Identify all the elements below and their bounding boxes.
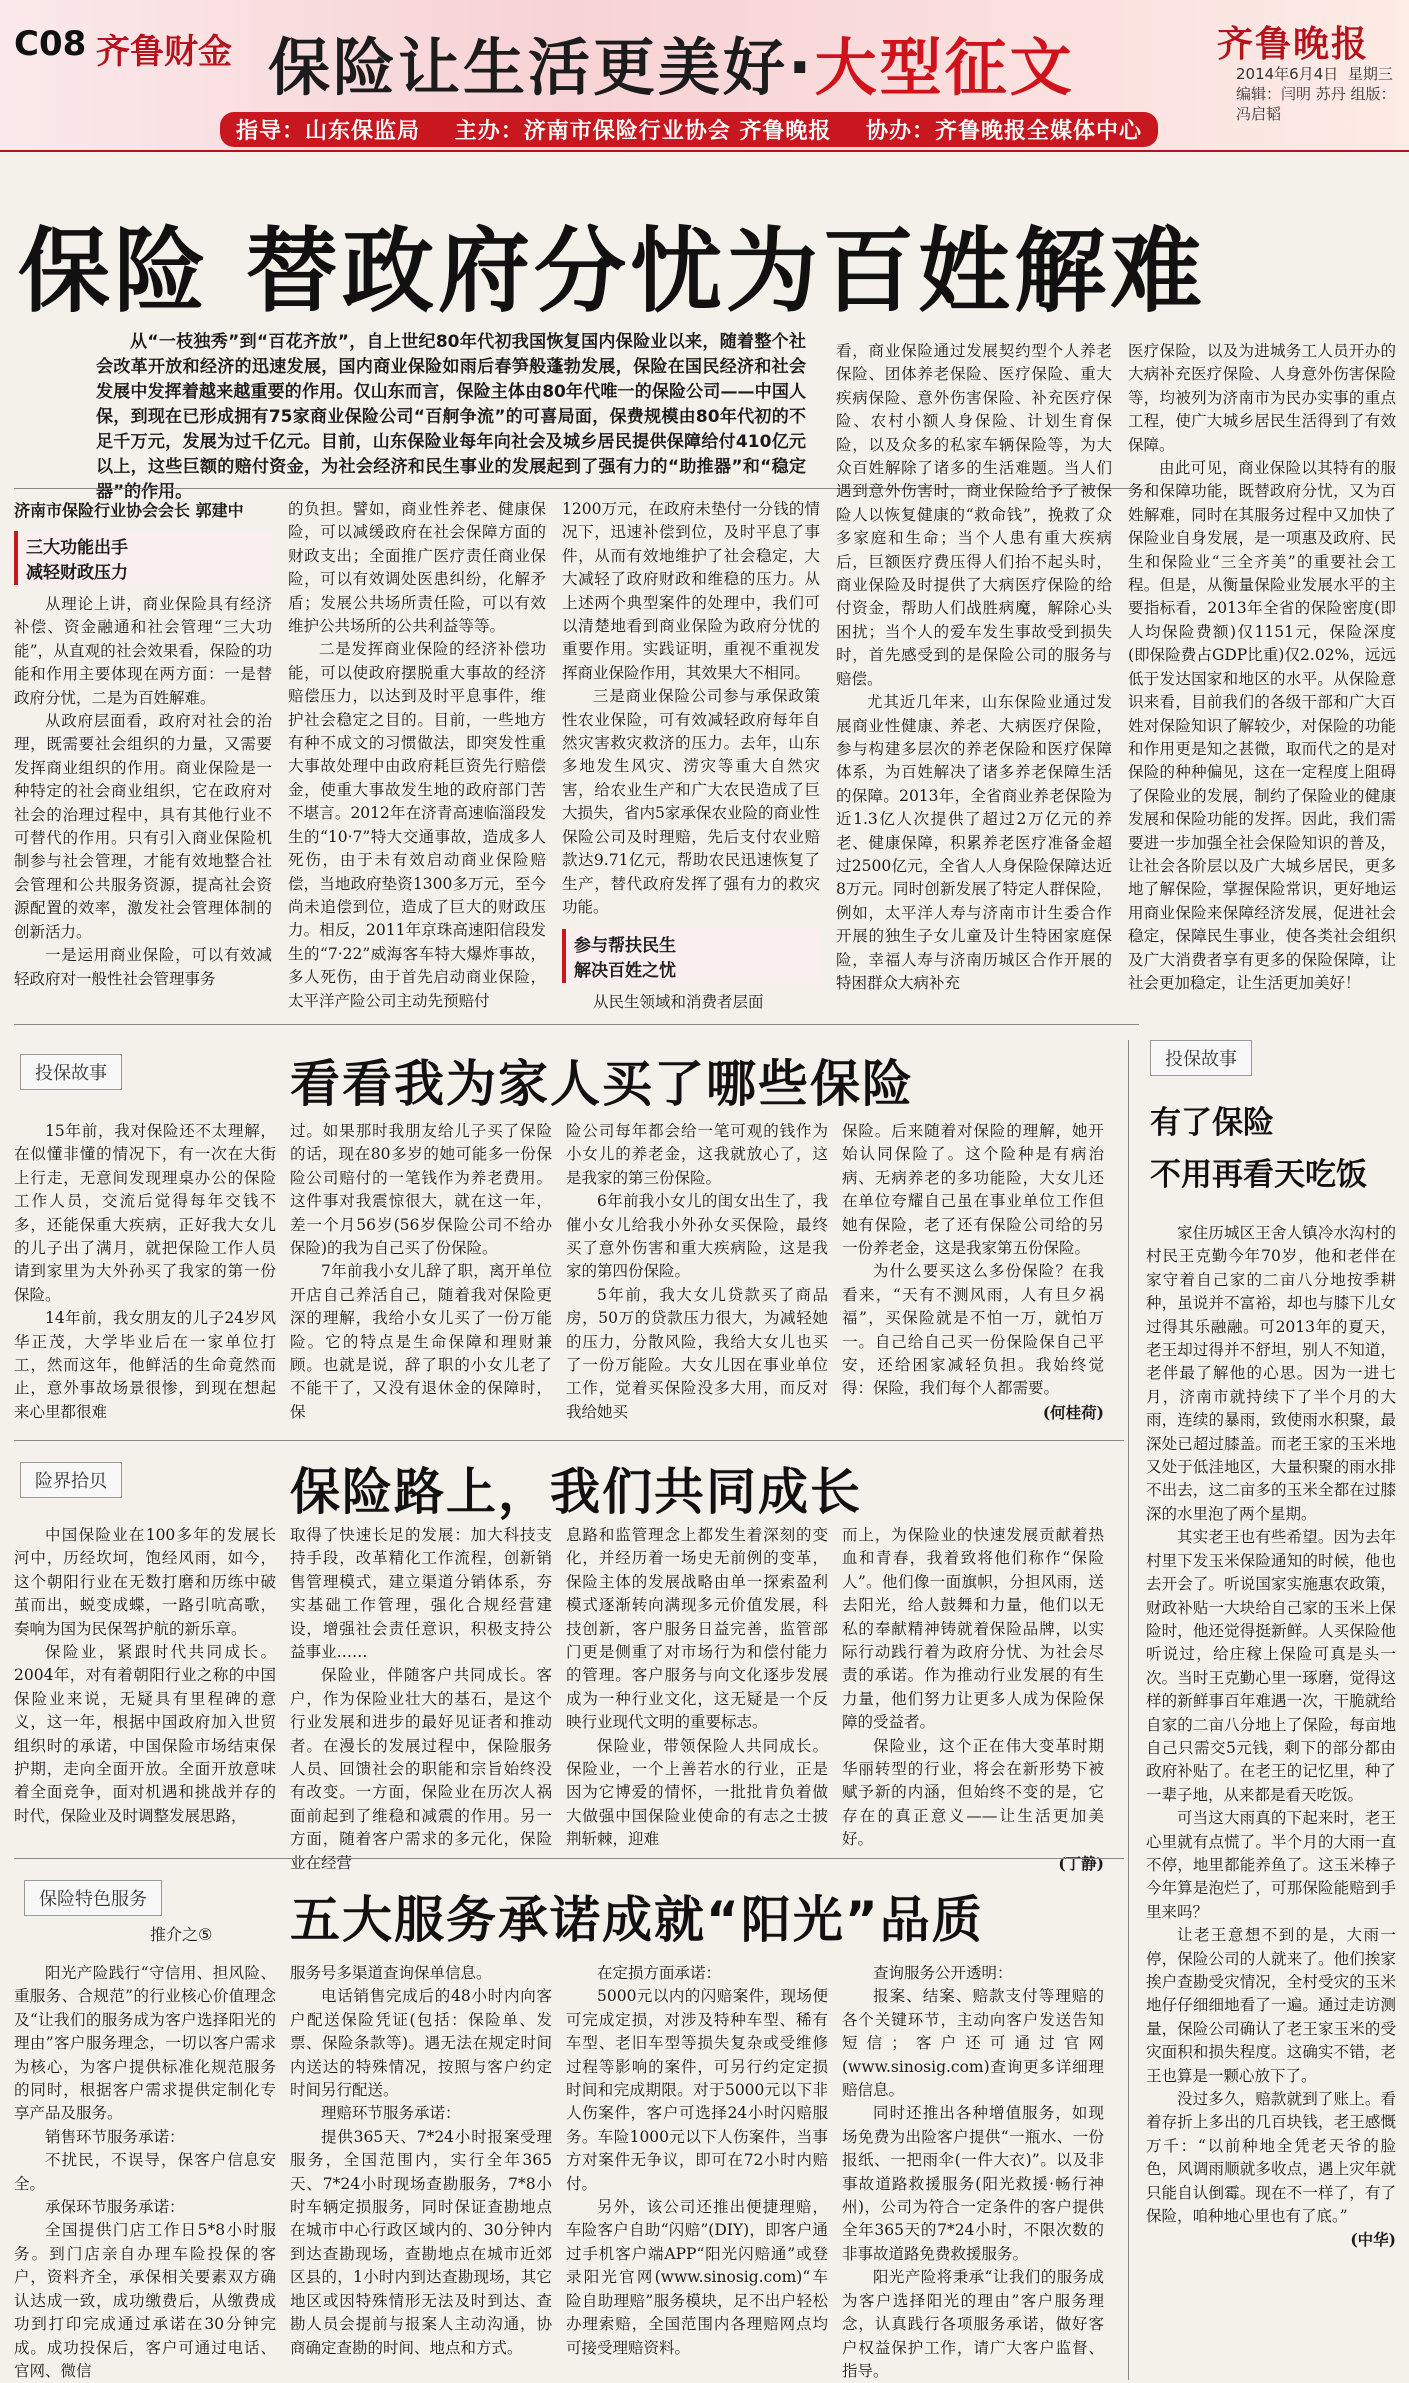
lead-paragraph: 从“一枝独秀”到“百花齐放”，自上世纪80年代初我国恢复国内保险业以来，随着整个社会改革开放和经济的迅速发展，国内商业保险如雨后春笋般蓬勃发展，保险在国民经济和社会发展中发挥着越来越重要的作用。仅山东而言，保险主体由80年代唯一的保险公司——中国人保，到现在已形成拥有75家商业保险公司“百舸争流”的可喜局面，保费规模由80年代初的不足千万元，发展为过千亿元。目前，山东保险业每年向社会及城乡居民提供保障给付410亿元以上，这些巨额的赔付资金，为社会经济和民生事业的发展起到了强有力的“助推器”和“稳定器”的作用。 <box>96 332 806 502</box>
paragraph: 让老王意想不到的是，大雨一停，保险公司的人就来了。他们挨家挨户查勘受灾情况，全村受灾的玉米地仔仔细细地看了一遍。通过走访测量，保险公司确认了老王家玉米的受灾面积和损失程度。这确实不错，老王也算是一颗心放下了。 <box>1146 1926 1396 2085</box>
paragraph: 而上，为保险业的快速发展贡献着热血和青春，我着致将他们称作“保险人”。他们像一面旗帜，分担风雨，送去阳光，给人鼓舞和力量，他们以无私的奉献精神铸就着保险品牌，以实际行动践行着为政府分忧、为社会尽责的承诺。作为推动行业发展的有生力量，他们努力让更多人成为保险保障的受益者。 <box>842 1526 1104 1732</box>
paragraph: 保险。后来随着对保险的理解，她开始认同保险了。这个险种是有病治病、无病养老的多功能险，大女儿还在单位夸耀自己虽在事业单位工作但她有保险，老了还有保险公司给的另一份养老金，这是我家第五份保险。 <box>842 1122 1104 1258</box>
paragraph: 不扰民，不误导，保客户信息安全。 <box>14 2151 276 2193</box>
paragraph: 1200万元，在政府未垫付一分钱的情况下，迅速补偿到位，及时平息了事件，从而有效地维护了社会稳定，大大减轻了政府财政和维稳的压力。从上述两个典型案件的处理中，我们可以清楚地看到商业保险为政府分忧的重要作用。实践证明，重视不重视发挥商业保险作用，其效果大不相同。 <box>562 500 820 682</box>
series-note: 推介之⑤ <box>150 1925 213 1944</box>
divider <box>14 1024 1139 1025</box>
main-column-4 <box>836 340 1112 1008</box>
sponsor-credits <box>220 112 1158 147</box>
story3-column-3 <box>566 1962 828 2376</box>
paragraph: 的负担。譬如，商业性养老、健康保险，可以减缓政府在社会保障方面的财政支出；全面推广医疗责任商业保险，可以有效调处医患纠纷，化解矛盾；发展公共场所责任险，可以有效维护公共场所的公共利益等等。 <box>288 500 546 636</box>
main-column-2 <box>288 498 546 1008</box>
paragraph: 可当这大雨真的下起来时，老王心里就有点慌了。半个月的大雨一直不停，地里都能养鱼了。这玉米棒子今年算是泡烂了，可那保险能赔到手里来吗？ <box>1146 1809 1396 1921</box>
credit-co-host: 协办：齐鲁晚报全媒体中心 <box>866 119 1143 144</box>
paragraph: 理赔环节服务承诺： <box>321 2104 461 2123</box>
story2-column-2 <box>290 1524 552 1872</box>
paragraph: 医疗保险，以及为进城务工人员开办的大病补充医疗保险、人身意外伤害保险等，均被列为济南市为民办实事的重点工程，使广大城乡居民生活得到了有效保障。 <box>1128 342 1396 454</box>
subhead-functions <box>14 531 272 585</box>
paragraph: 15年前，我对保险还不太理解，在似懂非懂的情况下，有一次在大街上行走，无意间发现理桌办公的保险工作人员，交流后觉得每年交钱不多，还能保重大疾病，正好我大女儿的儿子出了满月，就把保险工作人员请到家里为大外孙买了我家的第一份保险。 <box>14 1122 276 1304</box>
paragraph: 销售环节服务承诺： <box>45 2127 185 2146</box>
issue-weekday: 星期三 <box>1347 65 1393 83</box>
subhead-line: 三大功能出手 <box>26 538 128 558</box>
paragraph: 险公司每年都会给一笔可观的钱作为小女儿的养老金，这我就放心了，这是我家的第三份保险。 <box>566 1122 828 1187</box>
column-tag: 投保故事 <box>1150 1040 1252 1076</box>
page-code: C08 <box>14 24 87 64</box>
author-signature: (何桂荷) <box>1042 1402 1104 1422</box>
story1-column-3 <box>566 1120 828 1482</box>
paragraph: 5000元以内的闪赔案件，现场便可完成定损，对涉及特种车型、稀有车型、老旧车型等损失复杂或受维修过程等影响的案件，可另行约定定损时间和完成期限。对于5000元以下非人伤案件，客户可选择24小时闪赔服务。车险1000元以下人伤案件，当事方对案件无争议，即可在72小时内赔付。 <box>566 1987 828 2193</box>
paragraph: 保险业，紧跟时代共同成长。2004年，对有着朝阳行业之称的中国保险业来说，无疑具有里程碑的意义，这一年，根据中国政府加入世贸组织时的承诺，中国保险市场结束保护期，走向全面开放。全面开放意味着全面竞争，面对机遇和挑战并存的时代，保险业及时调整发展思路， <box>14 1643 276 1825</box>
main-column-1 <box>14 498 272 1008</box>
section-headline: 保险路上，我们共同成长 <box>290 1463 862 1521</box>
credit-host: 主办：济南市保险行业协会 齐鲁晚报 <box>454 119 832 144</box>
issue-date: 2014年6月4日 <box>1236 65 1339 83</box>
banner-dot: · <box>788 31 815 104</box>
subhead-line: 解决百姓之忧 <box>574 961 676 982</box>
dateline <box>1236 64 1409 124</box>
paragraph: 取得了快速长足的发展：加大科技支持手段，改革精化工作流程，创新销售管理模式，建立渠道分销体系，夯实基础工作管理，强化合规经营建设，增强社会责任意识，积极支持公益事业…… <box>290 1526 552 1662</box>
story2-column-1 <box>14 1524 276 1852</box>
editors-line: 编辑：闫明 苏丹 组版：冯启韬 <box>1236 85 1396 123</box>
subhead-line: 参与帮扶民生 <box>574 936 676 957</box>
paragraph: 过。如果那时我朋友给儿子买了保险的话，现在80多岁的她可能多一份保险公司赔付的一笔钱作为养老费用。这件事对我震惊很大，就在这一年，差一个月56岁(56岁保险公司不给办保险)的我为自己买了份保险。 <box>290 1122 552 1258</box>
section-headline: 五大服务承诺成就“阳光”品质 <box>290 1891 984 1949</box>
main-column-5 <box>1128 340 1396 1008</box>
paragraph: 为什么要买这么多份保险？在我看来，“天有不测风雨，人有旦夕祸福”，买保险就是不怕一万，就怕万一。自己给自己买一份保险保自己平安，还给困家减轻负担。我始终觉得：保险，我们每个人都需要。 <box>842 1262 1104 1398</box>
paragraph: 5年前，我大女儿贷款买了商品房，50万的贷款压力很大，为减轻她的压力，分散风险，我给大女儿也买了一份万能险。大女儿因在事业单位工作，觉着买保险没多大用，而反对我给她买 <box>566 1285 828 1421</box>
column-tag: 投保故事 <box>20 1054 122 1090</box>
paragraph: 由此可见，商业保险以其特有的服务和保障功能，既替政府分忧，又为百姓解难，同时在其服务过程中又加快了保险业自身发展，是一项惠及政府、民生和保险业“三全齐美”的重要社会工程。但是，从衡量保险业发展水平的主要指标看，2013年全省的保险密度(即人均保险费额)仅1151元，保险深度(即保险费占GDP比重)仅2.02%，远远低于发达国家和地区的水平。从保险意识来看，目前我们的各级干部和广大百姓对保险知识了解较少，对保险的功能和作用更是知之甚微，取而代之的是对保险的种种偏见，这在一定程度上阻碍了保险业的发展，制约了保险业的健康发展和保险功能的发挥。因此，我们需要进一步加强全社会保险知识的普及，让社会各阶层以及广大城乡居民，更多地了解保险，掌握保险常识，更好地运用商业保险来保障经济发展，促进社会稳定，保障民生事业，使各类社会组织及广大消费者享有更多的保险保障，让社会更加稳定，让生活更加美好！ <box>1128 459 1396 992</box>
paragraph: 服务号多渠道查询保单信息。 <box>290 1964 492 1982</box>
paragraph: 二是发挥商业保险的经济补偿功能，可以使政府摆脱重大事故的经济赔偿压力，以达到及时平息事件，维护社会稳定之目的。目前，一些地方有种不成文的习惯做法，即突发性重大事故处理中由政府耗巨资先行赔偿金，使重大事故发生地的政府部门苦不堪言。2012年在济青高速临淄段发生的“10·7”特大交通事故，造成多人死伤，由于未有效启动商业保险赔偿，当地政府垫资1300多万元，至今尚未追偿到位，造成了巨大的财政压力。相反，2011年京珠高速阳信段发生的“7·22”威海客车特大爆炸事故，多人死伤，由于首先启动商业保险，太平洋产险公司主动先预赔付 <box>288 640 546 1010</box>
paragraph: 保险业，带领保险人共同成长。保险业，一个上善若水的行业，正是因为它博爱的情怀，一批批肯负着做大做强中国保险业使命的有志之士披荆斩棘，迎难 <box>566 1736 828 1849</box>
paragraph: 提供365天、7*24小时报案受理服务，全国范围内，实行全年365天、7*24小时现场查勘服务，7*8小时车辆定损服务，同时保证查勘地点在城市中心行政区域内的、30分钟内到达查勘现场，查勘地点在城市近郊区县的，1小时内到达查勘现场，其它地区或因特殊情形无法及时到达、查勘人员会提前与报案人主动沟通，协商确定查勘的时间、地点和方式。 <box>290 2127 552 2357</box>
subhead-line: 减轻财政压力 <box>26 563 128 583</box>
story2-column-3 <box>566 1524 828 1852</box>
paragraph: 家住历城区王舍人镇冷水沟村的村民王克勤今年70岁，他和老伴在家守着自己家的二亩八分地按季耕种，虽说并不富裕，却也与膝下儿女过得其乐融融。可2013年的夏天，老王却过得并不舒坦，别人不知道，老伴最了解他的心思。因为一进七月，济南市就持续下了半个月的大雨，连续的暴雨，致使雨水积聚，最深处已超过膝盖。而老王家的玉米地又处于低洼地区，大量积聚的雨水排不出去，这二亩多的玉米全都在过膝深的水里泡了两个星期。 <box>1146 1224 1396 1523</box>
paragraph: 从理论上讲，商业保险具有经济补偿、资金融通和社会管理“三大功能”，从直观的社会效果看，保险的功能和作用主要体现在两方面：一是替政府分忧，二是为百姓解难。 <box>14 595 272 707</box>
masthead <box>0 0 1409 152</box>
paragraph: 看，商业保险通过发展契约型个人养老保险、团体养老保险、医疗保险、重大疾病保险、意外伤害保险、补充医疗保险、农村小额人身保险、计划生育保险，以及众多的私家车辆保险等，为大众百姓解除了诸多的生活难题。当人们遇到意外伤害时，商业保险给予了被保险人以恢复健康的“救命钱”，挽救了众多家庭和生命；当个人患有重大疾病后，巨额医疗费压得人们抬不起头时，商业保险及时提供了大病医疗保险的给付资金，帮助人们战胜病魔，解除心头困扰；当个人的爱车发生事故受到损失时，首先感受到的是保险公司的服务与赔偿。 <box>836 342 1112 688</box>
paragraph: 7年前我小女儿辞了职，离开单位开店自己养活自己，随着我对保险更深的理解，我给小女儿买了一份万能险。它的特点是生命保障和理财兼顾。也就是说，辞了职的小女儿老了不能干了，又没有退休金的保障时，保 <box>290 1262 552 1421</box>
divider <box>14 1440 1124 1441</box>
paragraph: 电话销售完成后的48小时内向客户配送保险凭证(包括：保险单、发票、保险条款等)。遇无法在规定时间内送达的特殊情况，按照与客户约定时间另行配送。 <box>290 1987 552 2100</box>
story1-column-4 <box>842 1120 1104 1482</box>
paragraph: 从民生领域和消费者层面 <box>593 993 764 1012</box>
paragraph: 在定损方面承诺： <box>597 1964 722 1982</box>
author-signature: (丁静) <box>1058 1853 1104 1873</box>
author-byline: 济南市保险行业协会会长 郭建中 <box>14 501 244 520</box>
paragraph: 6年前我小女儿的闺女出生了，我催小女儿给我小外孙女买保险，最终买了意外伤害和重大疾病险，这是我家的第四份保险。 <box>566 1192 828 1281</box>
paragraph: 没过多久，赔款就到了账上。看着存折上多出的几百块钱，老王感慨万千：“以前种地全凭老天爷的脸色，风调雨顺就多收点，遇上灾年就只能自认倒霉。现在不一样了，有了保险，咱种地心里也有了底。” <box>1146 2090 1396 2226</box>
divider <box>14 1858 1124 1859</box>
banner-main: 保险让生活更美好 <box>268 31 789 104</box>
story3-column-2 <box>290 1962 552 2376</box>
paragraph: 承保环节服务承诺： <box>45 2198 185 2217</box>
credit-guide: 指导：山东保监局 <box>236 119 421 144</box>
story3-column-1 <box>14 1962 276 2380</box>
paragraph: 报案、结案、赔款支付等理赔的各个关键环节，主动向客户发送告知短信；客户还可通过官网(www.sinosig.com)查询更多详细理赔信息。 <box>842 1987 1104 2100</box>
story2-column-4 <box>842 1524 1104 1873</box>
paragraph: 保险业，伴随客户共同成长。客户，作为保险业壮大的基石，是这个行业发展和进步的最好见证者和推动者。在漫长的发展过程中，保险服务人员、回馈社会的职能和宗旨始终没有改变。一方面，保险业在历次人祸面前起到了维稳和减震的作用。另一方面，随着客户需求的多元化，保险业在经营 <box>290 1666 552 1872</box>
story1-column-1 <box>14 1120 276 1482</box>
paragraph: 三是商业保险公司参与承保政策性农业保险，可有效减轻政府每年自然灾害救灾救济的压力。去年，山东多地发生风灾、涝灾等重大自然灾害，给农业生产和广大农民造成了巨大损失，省内5家承保农业险的商业性保险公司及时理赔，先后支付农业赔款达9.71亿元，帮助农民迅速恢复了生产，替代政府发挥了强有力的救灾功能。 <box>562 687 820 916</box>
sidebar-headline-2: 不用再看天吃饭 <box>1150 1157 1367 1193</box>
paragraph: 息路和监管理念上都发生着深刻的变化，并经历着一场史无前例的变革，保险主体的发展战略由单一探索盈利模式逐渐转向满现多元价值发展，科技创新，客户服务日益完善，监管部门更是侧重了对市场行为和偿付能力的管理。客户服务与向文化逐步发展成为一种行业文化，这无疑是一个反映行业现代文明的重要标志。 <box>566 1526 828 1732</box>
campaign-banner <box>268 18 1075 107</box>
page-headline: 保险 替政府分忧为百姓解难 <box>18 218 1207 325</box>
paragraph: 阳光产险将秉承“让我们的服务成为客户选择阳光的理由”客户服务理念，认真践行各项服务承诺，做好客户权益保护工作，请广大客户监督、指导。 <box>842 2268 1104 2380</box>
paragraph: 其实老王也有些希望。因为去年村里下发玉米保险通知的时候，他也去开会了。听说国家实施惠农政策，财政补贴一大块给自己家的玉米上保险时，他还觉得挺新鲜。人买保险他听说过，给庄稼上保险可真是头一次。当时王克勤心里一琢磨，觉得这样的新鲜事百年难遇一次，干脆就给自家的二亩八分地上了保险，每亩地自己只需交5元钱，剩下的部分都由政府补贴了。在老王的记忆里，种了一辈子地，从来都是看天吃饭。 <box>1146 1528 1396 1804</box>
paragraph: 保险业，这个正在伟大变革时期华丽转型的行业，将会在新形势下被赋予新的内涵，但始终不变的是，它存在的真正意义——让生活更加美好。 <box>842 1736 1104 1849</box>
paragraph: 查询服务公开透明： <box>873 1964 1013 1982</box>
paragraph: 14年前，我女朋友的儿子24岁风华正茂，大学毕业后在一家单位打工，然而这年，他鲜活的生命竟然而止，意外事故场景很惨，到现在想起来心里都很难 <box>14 1309 276 1421</box>
author-signature: (中华) <box>1350 2230 1396 2250</box>
paragraph: 中国保险业在100多年的发展长河中，历经坎坷，饱经风雨，如今，这个朝阳行业在无数打磨和历练中破茧而出，蜕变成蝶，一路引吭高歌，奏响为国为民保驾护航的新乐章。 <box>14 1526 276 1638</box>
sidebar-column <box>1146 1222 1396 2372</box>
paragraph: 从政府层面看，政府对社会的治理，既需要社会组织的力量，又需要发挥商业组织的作用。商业保险是一种特定的社会商业组织，它在政府对社会的治理过程中，具有其他行业不可替代的作用。只有引入商业保险机制参与社会管理，才能有效地整合社会管理和公共服务资源，提高社会资源配置的效率，激发社会管理体制的创新活力。 <box>14 712 272 941</box>
paragraph: 同时还推出各种增值服务，如现场免费为出险客户提供“一瓶水、一份报纸、一把雨伞(一件大衣)”。以及非事故道路救援服务(阳光救援·畅行神州)，公司为符合一定条件的客户提供全年365天的7*24小时，不限次数的非事故道路免费救援服务。 <box>842 2104 1104 2263</box>
paragraph: 尤其近几年来，山东保险业通过发展商业性健康、养老、大病医疗保险，参与构建多层次的养老保险和医疗保障体系，为百姓解决了诸多养老保障生活的保障。2013年，全省商业养老保险为近1.3亿人次提供了超过2万亿元的养老、健康保障，积累养老医疗准备金超过2500亿元，全省人人身保险保障达近8万元。同时创新发展了特定人群保险，例如，太平洋人寿与济南市计生委合作开展的独生子女儿童及计生特困家庭保险，幸福人寿与济南历城区合作开展的特困群众大病补充 <box>836 693 1112 992</box>
main-column-3 <box>562 498 820 1012</box>
newspaper-logo: 齐鲁晚报 <box>1216 23 1369 65</box>
story3-column-4 <box>842 1962 1104 2380</box>
paragraph: 另外，该公司还推出便捷理赔，车险客户自助“闪赔”(DIY)，即客户通过手机客户端APP“阳光闪赔通”或登录阳光官网(www.sinosig.com)“车险自助理赔”服务模块，足不出户轻松办理索赔，全国范围内各理赔网点均可接受理赔资料。 <box>566 2198 828 2357</box>
column-tag: 保险特色服务 <box>24 1880 162 1916</box>
sidebar-headline-1: 有了保险 <box>1150 1105 1274 1141</box>
banner-red: 大型征文 <box>814 31 1075 104</box>
paragraph: 全国提供门店工作日5*8小时服务。到门店亲自办理车险投保的客户，资料齐全，承保相关要素双方确认达成一致，成功缴费后，从缴费成功到打印完成通过承诺在30分钟完成。成功投保后，客户可通过电话、官网、微信 <box>14 2221 276 2380</box>
column-tag: 险界拾贝 <box>20 1462 122 1498</box>
section-name: 齐鲁财金 <box>96 32 232 72</box>
subhead-livelihood <box>562 929 820 983</box>
sidebar-rule <box>1128 1040 1129 2380</box>
paragraph: 一是运用商业保险，可以有效减轻政府对一般性社会管理事务 <box>14 946 272 988</box>
section-headline: 看看我为家人买了哪些保险 <box>290 1055 914 1113</box>
story1-column-2 <box>290 1120 552 1482</box>
paragraph: 阳光产险践行“守信用、担风险、重服务、合规范”的行业核心价值理念及“让我们的服务成为客户选择阳光的理由”客户服务理念，一切以客户需求为核心，为客户提供标准化规范服务的同时，根据客户需求提供定制化专享产品及服务。 <box>14 1964 276 2123</box>
